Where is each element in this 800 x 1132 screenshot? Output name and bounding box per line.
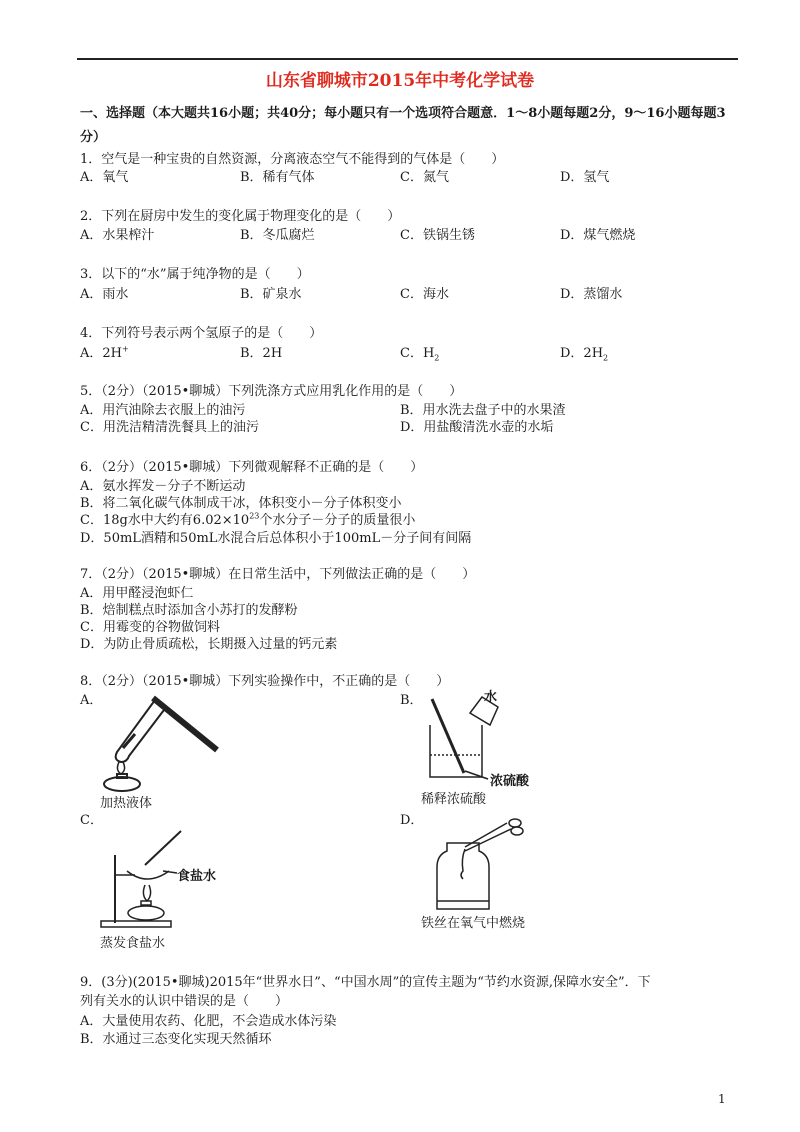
- q1-option-b: B．稀有气体: [240, 170, 315, 185]
- question-6-stem: 6．（2分）（2015•聊城）下列微观解释不正确的是（ ）: [80, 460, 424, 475]
- q4-option-c: C．$H_2$: [400, 346, 440, 363]
- q8-option-a: A．: [80, 693, 103, 708]
- section-heading: 一、选择题（本大题共16小题；共40分；每小题只有一个选项符合题意．1～8小题每题2分，9～16小题每题3分）: [80, 106, 726, 145]
- caption-evaporation: 蒸发食盐水: [100, 936, 166, 951]
- q6-option-b: B．将二氧化碳气体制成干冰，体积变小－分子体积变小: [80, 496, 402, 511]
- question-4-stem: 4．下列符号表示两个氢原子的是（ ）: [80, 326, 323, 341]
- q9-option-b: B．水通过三态变化实现天然循环: [80, 1032, 272, 1047]
- label-salt-water: 食盐水: [177, 869, 217, 884]
- top-rule: [77, 58, 738, 60]
- q3-option-c: C．海水: [400, 287, 449, 302]
- q5-option-c: C．用洗洁精清洗餐具上的油污: [80, 420, 259, 435]
- q5-option-a: A．用汽油除去衣服上的油污: [80, 403, 246, 418]
- q4-option-b: B．2H: [240, 346, 283, 361]
- q1-option-a: A．氧气: [80, 170, 129, 185]
- q8-option-d: D．: [400, 813, 424, 828]
- q7-option-a: A．用甲醛浸泡虾仁: [80, 586, 194, 601]
- q3-option-a: A．雨水: [80, 287, 129, 302]
- page-title: 山东省聊城市2015年中考化学试卷: [265, 71, 535, 91]
- q4-option-a: A．2H+: [80, 344, 129, 361]
- q5-option-d: D．用盐酸清洗水壶的水垢: [400, 420, 554, 435]
- figure-heating-liquid: [95, 690, 225, 790]
- label-concentrated-acid: 浓硫酸: [490, 774, 530, 789]
- question-2-stem: 2．下列在厨房中发生的变化属于物理变化的是（ ）: [80, 209, 401, 224]
- question-1-stem: 1．空气是一种宝贵的自然资源，分离液态空气不能得到的气体是（ ）: [80, 152, 505, 167]
- q8-option-b: B．: [400, 693, 423, 708]
- q6-option-d: D．50mL酒精和50mL水混合后总体积小于100mL－分子间有间隔: [80, 531, 472, 546]
- question-9-stem-line2: 列有关水的认识中错误的是（ ）: [80, 994, 289, 1009]
- q3-option-b: B．矿泉水: [240, 287, 302, 302]
- caption-iron-burning: 铁丝在氧气中燃烧: [421, 916, 526, 931]
- q1-option-c: C．氮气: [400, 170, 449, 185]
- q6-option-c: C．18g水中大约有$6.02\times 10^{23}$个水分子－分子的质量很小: [80, 511, 416, 528]
- q4-option-d: D．$2H_2$: [560, 346, 609, 363]
- q2-option-a: A．水果榨汁: [80, 228, 155, 243]
- q7-option-d: D．为防止骨质疏松，长期摄入过量的钙元素: [80, 637, 338, 652]
- q9-option-a: A．大量使用农药、化肥，不会造成水体污染: [80, 1014, 337, 1029]
- caption-diluting-acid: 稀释浓硫酸: [421, 792, 487, 807]
- question-7-stem: 7．（2分）（2015•聊城）在日常生活中，下列做法正确的是（ ）: [80, 567, 476, 582]
- question-9-stem-line1: 9．(3分)(2015•聊城)2015年“世界水日”、“中国水周”的宣传主题为“节约水资源,保障水安全”．下: [80, 975, 651, 990]
- q2-option-b: B．冬瓜腐烂: [240, 228, 315, 243]
- question-5-stem: 5．（2分）（2015•聊城）下列洗涤方式应用乳化作用的是（ ）: [80, 384, 463, 399]
- q7-option-c: C．用霉变的谷物做饲料: [80, 620, 220, 635]
- q2-option-d: D．煤气燃烧: [560, 228, 636, 243]
- q8-option-c: C．: [80, 813, 103, 828]
- label-water: 水: [484, 690, 498, 705]
- q3-option-d: D．蒸馏水: [560, 287, 623, 302]
- caption-heating-liquid: 加热液体: [100, 796, 153, 811]
- page-number: 1: [718, 1092, 726, 1106]
- q7-option-b: B．焙制糕点时添加含小苏打的发酵粉: [80, 603, 298, 618]
- q6-option-a: A．氨水挥发－分子不断运动: [80, 479, 246, 494]
- q1-option-d: D．氢气: [560, 170, 610, 185]
- question-8-stem: 8．（2分）（2015•聊城）下列实验操作中，不正确的是（ ）: [80, 674, 450, 689]
- figure-iron-burning: [425, 815, 535, 915]
- question-3-stem: 3．以下的“水”属于纯净物的是（ ）: [80, 267, 310, 282]
- q2-option-c: C．铁锅生锈: [400, 228, 475, 243]
- q5-option-b: B．用水洗去盘子中的水果渣: [400, 403, 566, 418]
